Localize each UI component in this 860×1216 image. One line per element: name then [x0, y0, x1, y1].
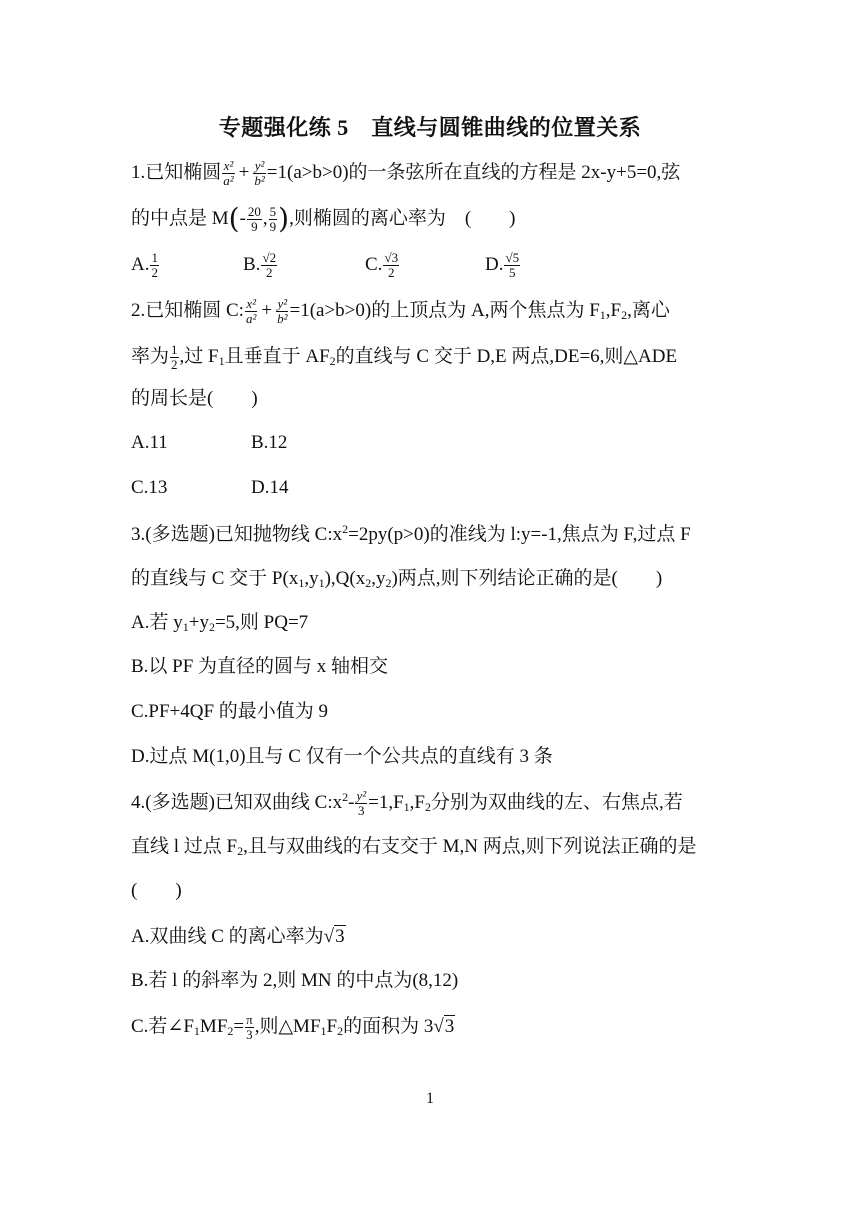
- q4-line-1: 4.(多选题)已知双曲线 $C:x^2-$ $\frac{\text{y²}}{3}$ $=1,F_1,F_2$分别为双曲线的左、右焦点,若: [131, 788, 683, 819]
- q1-option-c: C. $\frac{√3}{2}$: [365, 250, 399, 281]
- fraction: $\frac{\text{y²}}{\text{b²}}$: [254, 158, 265, 189]
- q3-line-1: 3.(多选题)已知抛物线 $C:x^2=2py(p>0)$的准线为 l:y=-1,焦点为 F,过点 F: [131, 522, 691, 545]
- q2-line-3: 的周长是( ): [131, 388, 258, 409]
- q1-line-2: 的中点是 M(- $\frac{20}{9}$ , $\frac{5}{9}$ ),则椭圆的离心率为 ( ): [131, 202, 516, 235]
- q4-line-3: ( ): [131, 880, 182, 901]
- fraction: $\frac{\text{x²}}{\text{a²}}$: [223, 158, 234, 189]
- q2-option-b: B.12: [251, 432, 288, 453]
- q1-option-a: A. $\frac{1}{2}$: [131, 250, 158, 281]
- fraction: $\frac{20}{9}$: [247, 204, 261, 235]
- q4-option-b: B.若 l 的斜率为 2,则 MN 的中点为(8,12): [131, 970, 459, 991]
- q2-line-1: 2.已知椭圆 C: $\frac{\text{x²}}{\text{a²}}$ + $\frac{\text{y²}}{\text{b²}}$ =1(a>b>0)的上顶点为 A,两个焦点为 $F_1,F_2$,离心: [131, 296, 670, 327]
- q1-option-d: D. $\frac{√5}{5}$: [485, 250, 520, 281]
- q4-option-a: A.双曲线 C 的离心率为√3: [131, 926, 345, 947]
- q2-line-2: 率为 $\frac{1}{2}$ ,过 $F_1$且垂直于 $AF_2$的直线与 C 交于 D,E 两点,DE=6,则△ADE: [131, 342, 678, 373]
- page-title: 专题强化练 5 直线与圆锥曲线的位置关系: [218, 115, 642, 140]
- q4-option-c: C.若$\angle F_1MF_2=$ $\frac{\pi}{3}$ ,则$\triangle MF_1F_2$的面积为 3√3: [131, 1012, 455, 1043]
- q4-line-2: 直线 l 过点 $F_2$,且与双曲线的右支交于 M,N 两点,则下列说法正确的是: [131, 836, 697, 858]
- q2-option-a: A.11: [131, 432, 168, 453]
- fraction: $\frac{5}{9}$: [269, 204, 277, 235]
- q3-option-d: D.过点 M(1,0)且与 C 仅有一个公共点的直线有 3 条: [131, 746, 553, 767]
- q1-option-b: B. $\frac{√2}{2}$: [243, 250, 277, 281]
- q3-option-b: B.以 PF 为直径的圆与 x 轴相交: [131, 656, 389, 677]
- q3-option-a: A.若 $y_1+y_2=5$,则 PQ=7: [131, 612, 309, 634]
- page-number: 1: [426, 1090, 434, 1107]
- q2-option-c: C.13: [131, 477, 168, 498]
- q1-line-1: 1.已知椭圆 $\frac{\text{x²}}{\text{a²}}$ + $\frac{\text{y²}}{\text{b²}}$ =1(a>b>0)的一条弦所在直线的方程是 2x-y+5=0,弦: [131, 158, 681, 189]
- q3-option-c: C.PF+4QF 的最小值为 9: [131, 701, 329, 722]
- q2-option-d: D.14: [251, 477, 289, 498]
- q3-line-2: 的直线与 C 交于 $P(x_1,y_1),Q(x_2,y_2)$两点,则下列结论正确的是( ): [131, 568, 663, 590]
